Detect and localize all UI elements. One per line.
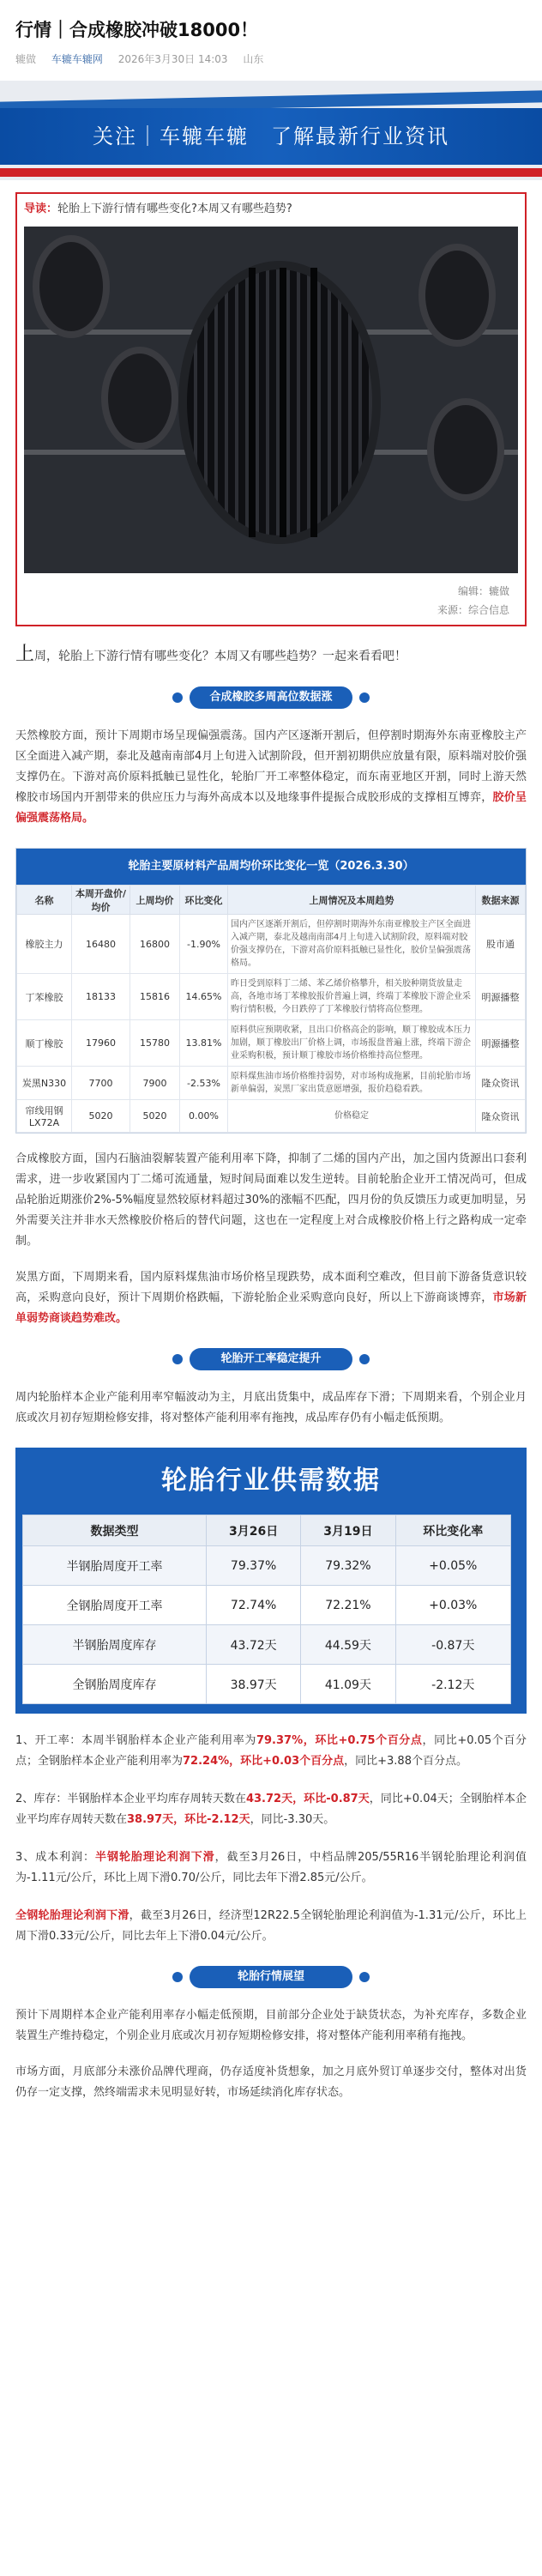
outlook-paragraph-1: 预计下周期样本企业产能利用率存小幅走低预期，目前部分企业处于缺货状态，为补充库存，多数企业装置生产维持稳定，个别企业月底或次月初存短期检修安排，将对整体产能利用率稍有拖拽。: [15, 2009, 527, 2042]
cell-change: -2.53%: [180, 1067, 228, 1100]
cell-d1: 43.72天: [206, 1625, 300, 1665]
cell-source: 隆众资讯: [476, 1100, 526, 1133]
note-text: ，截至3月26日，经济型12R22.5全钢轮胎理论利润值为-1.31元/公斤，环比上周下滑0.33元/公斤，同比去年上下滑0.04元/公斤。: [15, 1909, 527, 1943]
banner-stripe-red: [0, 168, 542, 177]
source-link[interactable]: 车辘车辘网: [51, 53, 103, 65]
natural-rubber-paragraph: [15, 726, 527, 829]
note-text: ，同比-3.30天。: [250, 1813, 335, 1826]
dot-icon: [359, 1972, 370, 1982]
section-title: 轮胎开工率稳定提升: [190, 1348, 352, 1370]
table-row: [17, 1020, 526, 1067]
note-text: 1、开工率：本周半钢胎样本企业产能利用率为: [15, 1734, 256, 1747]
cell-change: 14.65%: [180, 974, 228, 1020]
note-operating-rate: [15, 1731, 527, 1772]
cell-change: -1.90%: [180, 915, 228, 974]
tire-groove: [249, 268, 256, 537]
article-title: 行情｜合成橡胶冲破18000！: [15, 20, 259, 40]
section-heading-3: [172, 1964, 370, 1990]
para-text: 天然橡胶方面，预计下周期市场呈现偏强震荡。国内产区逐渐开割后，但停割时期海外东南亚橡胶主产区全面进入减产期，泰北及越南南部4月上旬进入试割阶段，但开割初期供应放量有限，原料端对胶价强支撑仍在。下游对高价原料抵触已显性化，轮胎厂开工率整体稳定，而东南亚地区开割，同时上游天然橡胶市场国内开割带来的供应压力与海外高成本以及地缘事件提振合成胶形成的支撑相互博弈，: [15, 729, 527, 804]
guide-line: [24, 201, 518, 220]
tire-operation-paragraph: 周内轮胎样本企业产能利用率窄幅波动为主，月底出货集中，成品库存下滑；下周期来看，个别企业月底或次月初存短期检修安排，将对整体产能利用率有拖拽，成品库存仍有小幅走低预期。: [15, 1391, 527, 1424]
cell-last: 16800: [130, 915, 180, 974]
table-row: [23, 1586, 511, 1625]
note-highlight: 43.72天，环比-0.87天: [245, 1793, 370, 1805]
note-highlight: 38.97天，环比-2.12天: [127, 1813, 250, 1826]
guide-text: 轮胎上下游行情有哪些变化?本周又有哪些趋势?: [57, 203, 292, 215]
author: 辘做: [15, 53, 37, 65]
cell-reason: 原料煤焦油市场价格维持弱势，对市场构成拖累，目前轮胎市场新单偏弱，炭黑厂家出货意愿增强，报价趋稳看跌。: [228, 1067, 476, 1100]
cell-d2: 44.59天: [301, 1625, 395, 1665]
note-text: 2、库存：半钢胎样本企业平均库存周转天数在: [15, 1793, 246, 1805]
cell-reason: 原料供应预期收紧，且出口价格高企的影响，顺丁橡胶成本压力加剧，顺丁橡胶出厂价格上调，市场报盘普遍上涨，终端下游企业采购积极，预计顺丁橡胶市场价格维持高位整理。: [228, 1020, 476, 1067]
guide-box: [15, 192, 527, 626]
table-title: 轮胎行业供需数据: [161, 1466, 381, 1496]
note-highlight: 79.37%，环比+0.75个百分点: [256, 1734, 423, 1747]
col-header: 上周均价: [130, 886, 180, 915]
col-header: 环比变化率: [395, 1515, 510, 1546]
cell-reason: 价格稳定: [228, 1100, 476, 1133]
table-row: [17, 974, 526, 1020]
cell-last: 7900: [130, 1067, 180, 1100]
table-row: [17, 915, 526, 974]
note-text: ，同比+0.04天；全钢胎样本企业平均库存周转天数在: [15, 1793, 527, 1826]
outlook-paragraph-2: 市场方面，月底部分未涨价品牌代理商，仍存适度补货想象，加之月底外贸订单逐步交付，整体对出货仍存一定支撑，然终端需求未见明显好转，市场延续消化库存状态。: [15, 2065, 527, 2099]
cell-source: 明源播整: [476, 1020, 526, 1067]
cell-reason: 国内产区逐渐开割后，但停割时期海外东南亚橡胶主产区全面进入减产期，泰北及越南南部4月上旬进入试割阶段，原料端对胶价强支撑仍在，下游对高价原料抵触已显性化，胶价呈偏强震荡格局。: [228, 915, 476, 974]
cell-change: 13.81%: [180, 1020, 228, 1067]
col-header: 数据来源: [476, 886, 526, 915]
cell-last: 15816: [130, 974, 180, 1020]
cell-name: 橡胶主力: [17, 915, 72, 974]
table-header-row: [23, 1515, 511, 1546]
col-header: 3月26日: [206, 1515, 300, 1546]
publish-date: 2026年3月30日 14:03: [117, 53, 228, 65]
synthetic-rubber-paragraph: 合成橡胶方面，国内石脑油裂解装置产能利用率下降，抑制了二烯的国内产出，加之国内货源出口套利需求，进一步收紧国内丁二烯可流通量，短时间局面难以发生逆转。目前轮胎企业开工情况尚可，但成品轮胎近期涨价2%-5%幅度显然较原材料超过30%的涨幅不匹配，四月份的负反馈压力或更加明显，另外需要关注并非水天然橡胶价格后的替代问题，这也在一定程度上对合成橡胶价格上行之路构成一定牵制。: [15, 1152, 527, 1248]
lead-text: 周，轮胎上下游行情有哪些变化？本周又有哪些趋势？一起来看看吧！: [34, 650, 407, 663]
material-price-table: [15, 848, 527, 1134]
section-title: 合成橡胶多周高位数据涨: [190, 686, 352, 709]
cell-d2: 72.21%: [301, 1586, 395, 1625]
table-row: [17, 1067, 526, 1100]
cell-price: 16480: [72, 915, 130, 974]
table-row: [17, 1100, 526, 1133]
table-row: [23, 1625, 511, 1665]
cell-price: 17960: [72, 1020, 130, 1067]
cell-name: 炭黑N330: [17, 1067, 72, 1100]
note-highlight: 全钢轮胎理论利润下滑: [15, 1909, 129, 1922]
table-row: [23, 1665, 511, 1704]
tire-groove: [280, 268, 286, 537]
lead-paragraph: [15, 644, 527, 668]
note-highlight: 半钢轮胎理论利润下滑: [95, 1851, 215, 1864]
note-text: 3、成本利润：: [15, 1851, 96, 1864]
article-meta: [15, 51, 527, 69]
dot-icon: [172, 692, 183, 703]
cell-price: 18133: [72, 974, 130, 1020]
para-highlight: 市场新单弱势商谈趋势难改。: [15, 1291, 527, 1325]
cell-d2: 41.09天: [301, 1665, 395, 1704]
follow-banner: [0, 81, 542, 180]
cell-last: 5020: [130, 1100, 180, 1133]
note-text: ，截至3月26日，中档品牌205/55R16半钢轮胎理论利润值为-1.11元/公斤，环比上周下滑0.70/公斤，同比去年下滑2.85元/公斤。: [15, 1851, 527, 1884]
carbon-black-paragraph: [15, 1267, 527, 1329]
col-header: 本周开盘价/均价: [72, 886, 130, 915]
table-header-row: [17, 886, 526, 915]
tire-image: [24, 227, 518, 573]
note-text: ，同比+0.05个百分点；全钢胎样本企业产能利用率为: [15, 1734, 527, 1768]
caption-source: 来源：综合信息: [437, 604, 509, 616]
cell-change: 0.00%: [180, 1100, 228, 1133]
note-inventory: [15, 1789, 527, 1830]
para-highlight: 胶价呈偏强震荡格局。: [15, 791, 527, 825]
section-heading-2: [172, 1346, 370, 1372]
col-header: 环比变化: [180, 886, 228, 915]
image-caption: [24, 582, 518, 620]
cell-change: +0.03%: [395, 1586, 510, 1625]
cell-price: 5020: [72, 1100, 130, 1133]
col-header: 名称: [17, 886, 72, 915]
col-header: 3月19日: [301, 1515, 395, 1546]
cell-type: 半钢胎周度开工率: [23, 1546, 207, 1586]
cell-d2: 79.32%: [301, 1546, 395, 1586]
note-text: ，同比+3.88个百分点。: [344, 1755, 467, 1768]
cell-source: 隆众资讯: [476, 1067, 526, 1100]
table-row: [23, 1546, 511, 1586]
background-tire: [101, 347, 178, 450]
cell-last: 15780: [130, 1020, 180, 1067]
cell-change: -2.12天: [395, 1665, 510, 1704]
cell-type: 全钢胎周度开工率: [23, 1586, 207, 1625]
cell-price: 7700: [72, 1067, 130, 1100]
cell-d1: 38.97天: [206, 1665, 300, 1704]
col-header: 数据类型: [23, 1515, 207, 1546]
cell-reason: 昨日受到原料丁二烯、苯乙烯价格攀升，相关胶种期货放量走高，各地市场丁苯橡胶报价普遍上调，终端丁苯橡胶下游企业采购行情积极，今日跌停了丁苯橡胶行情将高位整理。: [228, 974, 476, 1020]
cell-name: 帘线用钢LX72A: [17, 1100, 72, 1133]
section-heading-1: [172, 685, 370, 711]
cell-d1: 79.37%: [206, 1546, 300, 1586]
dot-icon: [359, 692, 370, 703]
cell-type: 半钢胎周度库存: [23, 1625, 207, 1665]
banner-text: 关注｜车辘车辘 了解最新行业资讯: [93, 124, 449, 148]
caption-editor: 编辑：辘做: [457, 585, 509, 597]
cell-change: -0.87天: [395, 1625, 510, 1665]
supply-demand-table: [15, 1448, 527, 1714]
para-text: 炭黑方面，下周期来看，国内原料煤焦油市场价格呈现跌势，成本面利空难改，但目前下游备货意识较高，采购意向良好，预计下周期价格跌幅，下游轮胎企业采购意向良好，所以上下游商谈博弈，: [15, 1271, 527, 1304]
cell-name: 顺丁橡胶: [17, 1020, 72, 1067]
table-title: 轮胎主要原材料产品周均价环比变化一览（2026.3.30）: [16, 849, 526, 885]
cell-name: 丁苯橡胶: [17, 974, 72, 1020]
cell-source: 明源播整: [476, 974, 526, 1020]
note-profit-all-steel: [15, 1906, 527, 1947]
dot-icon: [172, 1972, 183, 1982]
section-title: 轮胎行情展望: [190, 1966, 352, 1988]
dot-icon: [172, 1354, 183, 1364]
background-tire: [427, 398, 504, 501]
cell-type: 全钢胎周度库存: [23, 1665, 207, 1704]
tire-groove: [310, 268, 317, 537]
cell-d1: 72.74%: [206, 1586, 300, 1625]
background-tire: [33, 235, 110, 338]
note-highlight: 72.24%，环比+0.03个百分点: [183, 1755, 345, 1768]
background-tire: [419, 244, 496, 347]
col-header: 上周情况及本周趋势: [228, 886, 476, 915]
cell-change: +0.05%: [395, 1546, 510, 1586]
note-profit-semi-steel: [15, 1847, 527, 1889]
guide-label: 导读：: [24, 203, 58, 215]
dot-icon: [359, 1354, 370, 1364]
cell-source: 股市通: [476, 915, 526, 974]
lead-initial: 上: [15, 644, 35, 665]
location: 山东: [243, 53, 264, 65]
